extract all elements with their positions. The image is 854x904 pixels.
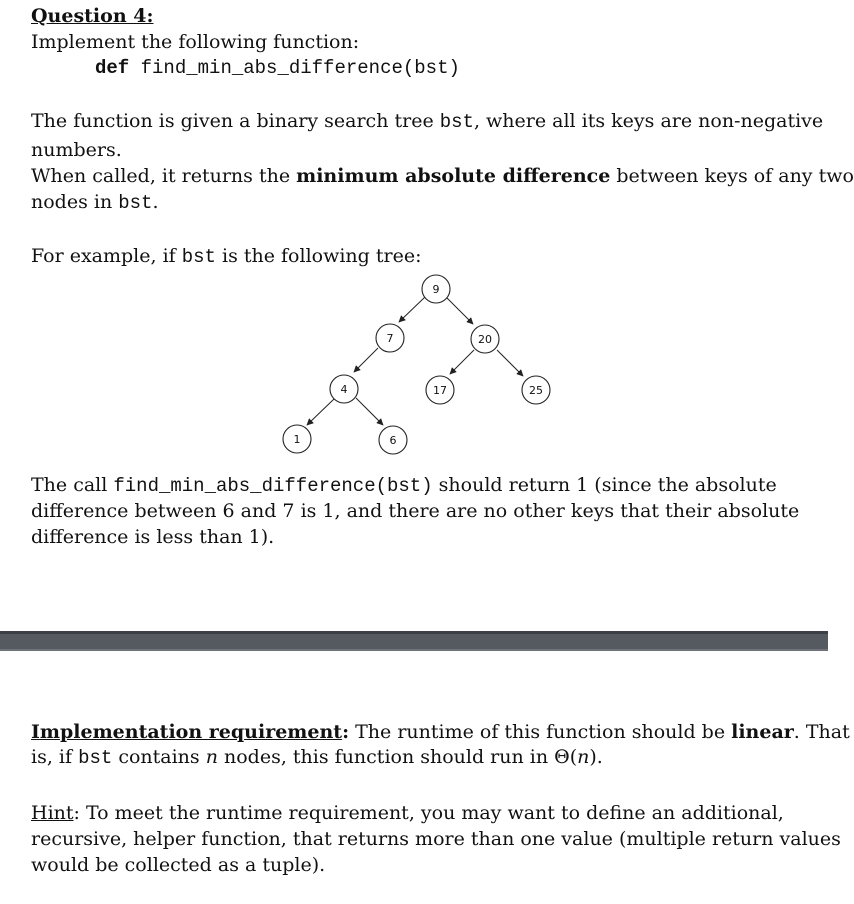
node-6: [379, 426, 407, 454]
svg-text:1: 1: [293, 433, 301, 446]
edge-4-6: [356, 398, 383, 425]
hint-line-2: recursive, helper function, that returns more than one value (multiple return values: [31, 828, 841, 850]
node-9: [422, 275, 450, 303]
requirement-text: . That: [793, 721, 850, 743]
section-divider: [0, 631, 828, 651]
bold-phrase: minimum absolute difference: [296, 165, 611, 187]
edge-20-25: [497, 350, 523, 376]
desc-text: nodes in: [31, 191, 119, 213]
edge-4-1: [307, 399, 334, 425]
desc-text: , where all its keys are non-negative: [473, 110, 824, 132]
description-line-1: [31, 108, 823, 135]
inline-code: bst: [118, 192, 153, 214]
desc-text: .: [152, 191, 159, 213]
linear-bold: linear: [731, 721, 794, 743]
inline-code: bst: [78, 747, 113, 769]
hint-label: Hint: [31, 802, 74, 824]
desc-text: between keys of any two: [610, 165, 854, 187]
signature-text: find_min_abs_difference(bst): [140, 57, 460, 79]
svg-text:17: 17: [433, 384, 447, 397]
node-1: [283, 425, 311, 453]
node-7: [376, 324, 404, 352]
node-25: [522, 376, 550, 404]
def-keyword: def: [95, 57, 130, 79]
requirement-text: ).: [589, 746, 603, 768]
requirement-colon: :: [342, 721, 350, 743]
requirement-text: is, if: [31, 746, 79, 768]
edge-7-4: [354, 348, 378, 372]
math-n: n: [205, 746, 218, 768]
svg-text:4: 4: [340, 383, 348, 396]
requirement-text: The runtime of this function should be: [349, 721, 732, 743]
question-heading: Question 4:: [31, 5, 154, 27]
requirement-label: Implementation requirement: [31, 721, 343, 743]
requirement-line-1: [31, 719, 850, 745]
call-text: The call: [31, 474, 114, 496]
call-line-1: [31, 472, 777, 499]
bst-diagram: [270, 270, 570, 460]
inline-code: bst: [181, 246, 216, 268]
svg-text:7: 7: [386, 332, 394, 345]
function-signature: [95, 55, 460, 81]
requirement-text: contains: [112, 746, 206, 768]
inline-code: find_min_abs_difference(bst): [113, 475, 433, 497]
question-intro: Implement the following function:: [31, 31, 360, 53]
call-text: should return 1 (since the absolute: [432, 474, 777, 496]
svg-text:20: 20: [478, 333, 492, 346]
node-20: [471, 325, 499, 353]
example-text: is the following tree:: [215, 245, 422, 267]
requirement-line-2: [31, 744, 603, 771]
description-line-3: [31, 163, 854, 189]
math-n: n: [577, 746, 590, 768]
node-4: [330, 375, 358, 403]
svg-text:25: 25: [529, 384, 543, 397]
svg-text:9: 9: [432, 283, 440, 296]
edge-20-17: [450, 350, 474, 374]
node-17: [426, 376, 454, 404]
svg-text:6: 6: [389, 434, 397, 447]
example-intro: [31, 243, 421, 270]
inline-code: bst: [439, 111, 474, 133]
call-line-3: difference is less than 1).: [31, 526, 275, 548]
desc-text: The function is given a binary search tree: [31, 110, 440, 132]
description-line-4: [31, 189, 159, 216]
description-line-2: numbers.: [31, 139, 122, 161]
edge-9-7: [399, 297, 425, 322]
requirement-text: nodes, this function should run in Θ(: [217, 746, 578, 768]
edge-9-20: [446, 297, 473, 324]
hint-text: : To meet the runtime requirement, you may want to define an additional,: [73, 802, 784, 824]
hint-line-1: [31, 800, 784, 826]
call-line-2: difference between 6 and 7 is 1, and there are no other keys that their absolute: [31, 500, 800, 522]
hint-line-3: would be collected as a tuple).: [31, 854, 326, 876]
example-text: For example, if: [31, 245, 182, 267]
desc-text: When called, it returns the: [31, 165, 297, 187]
